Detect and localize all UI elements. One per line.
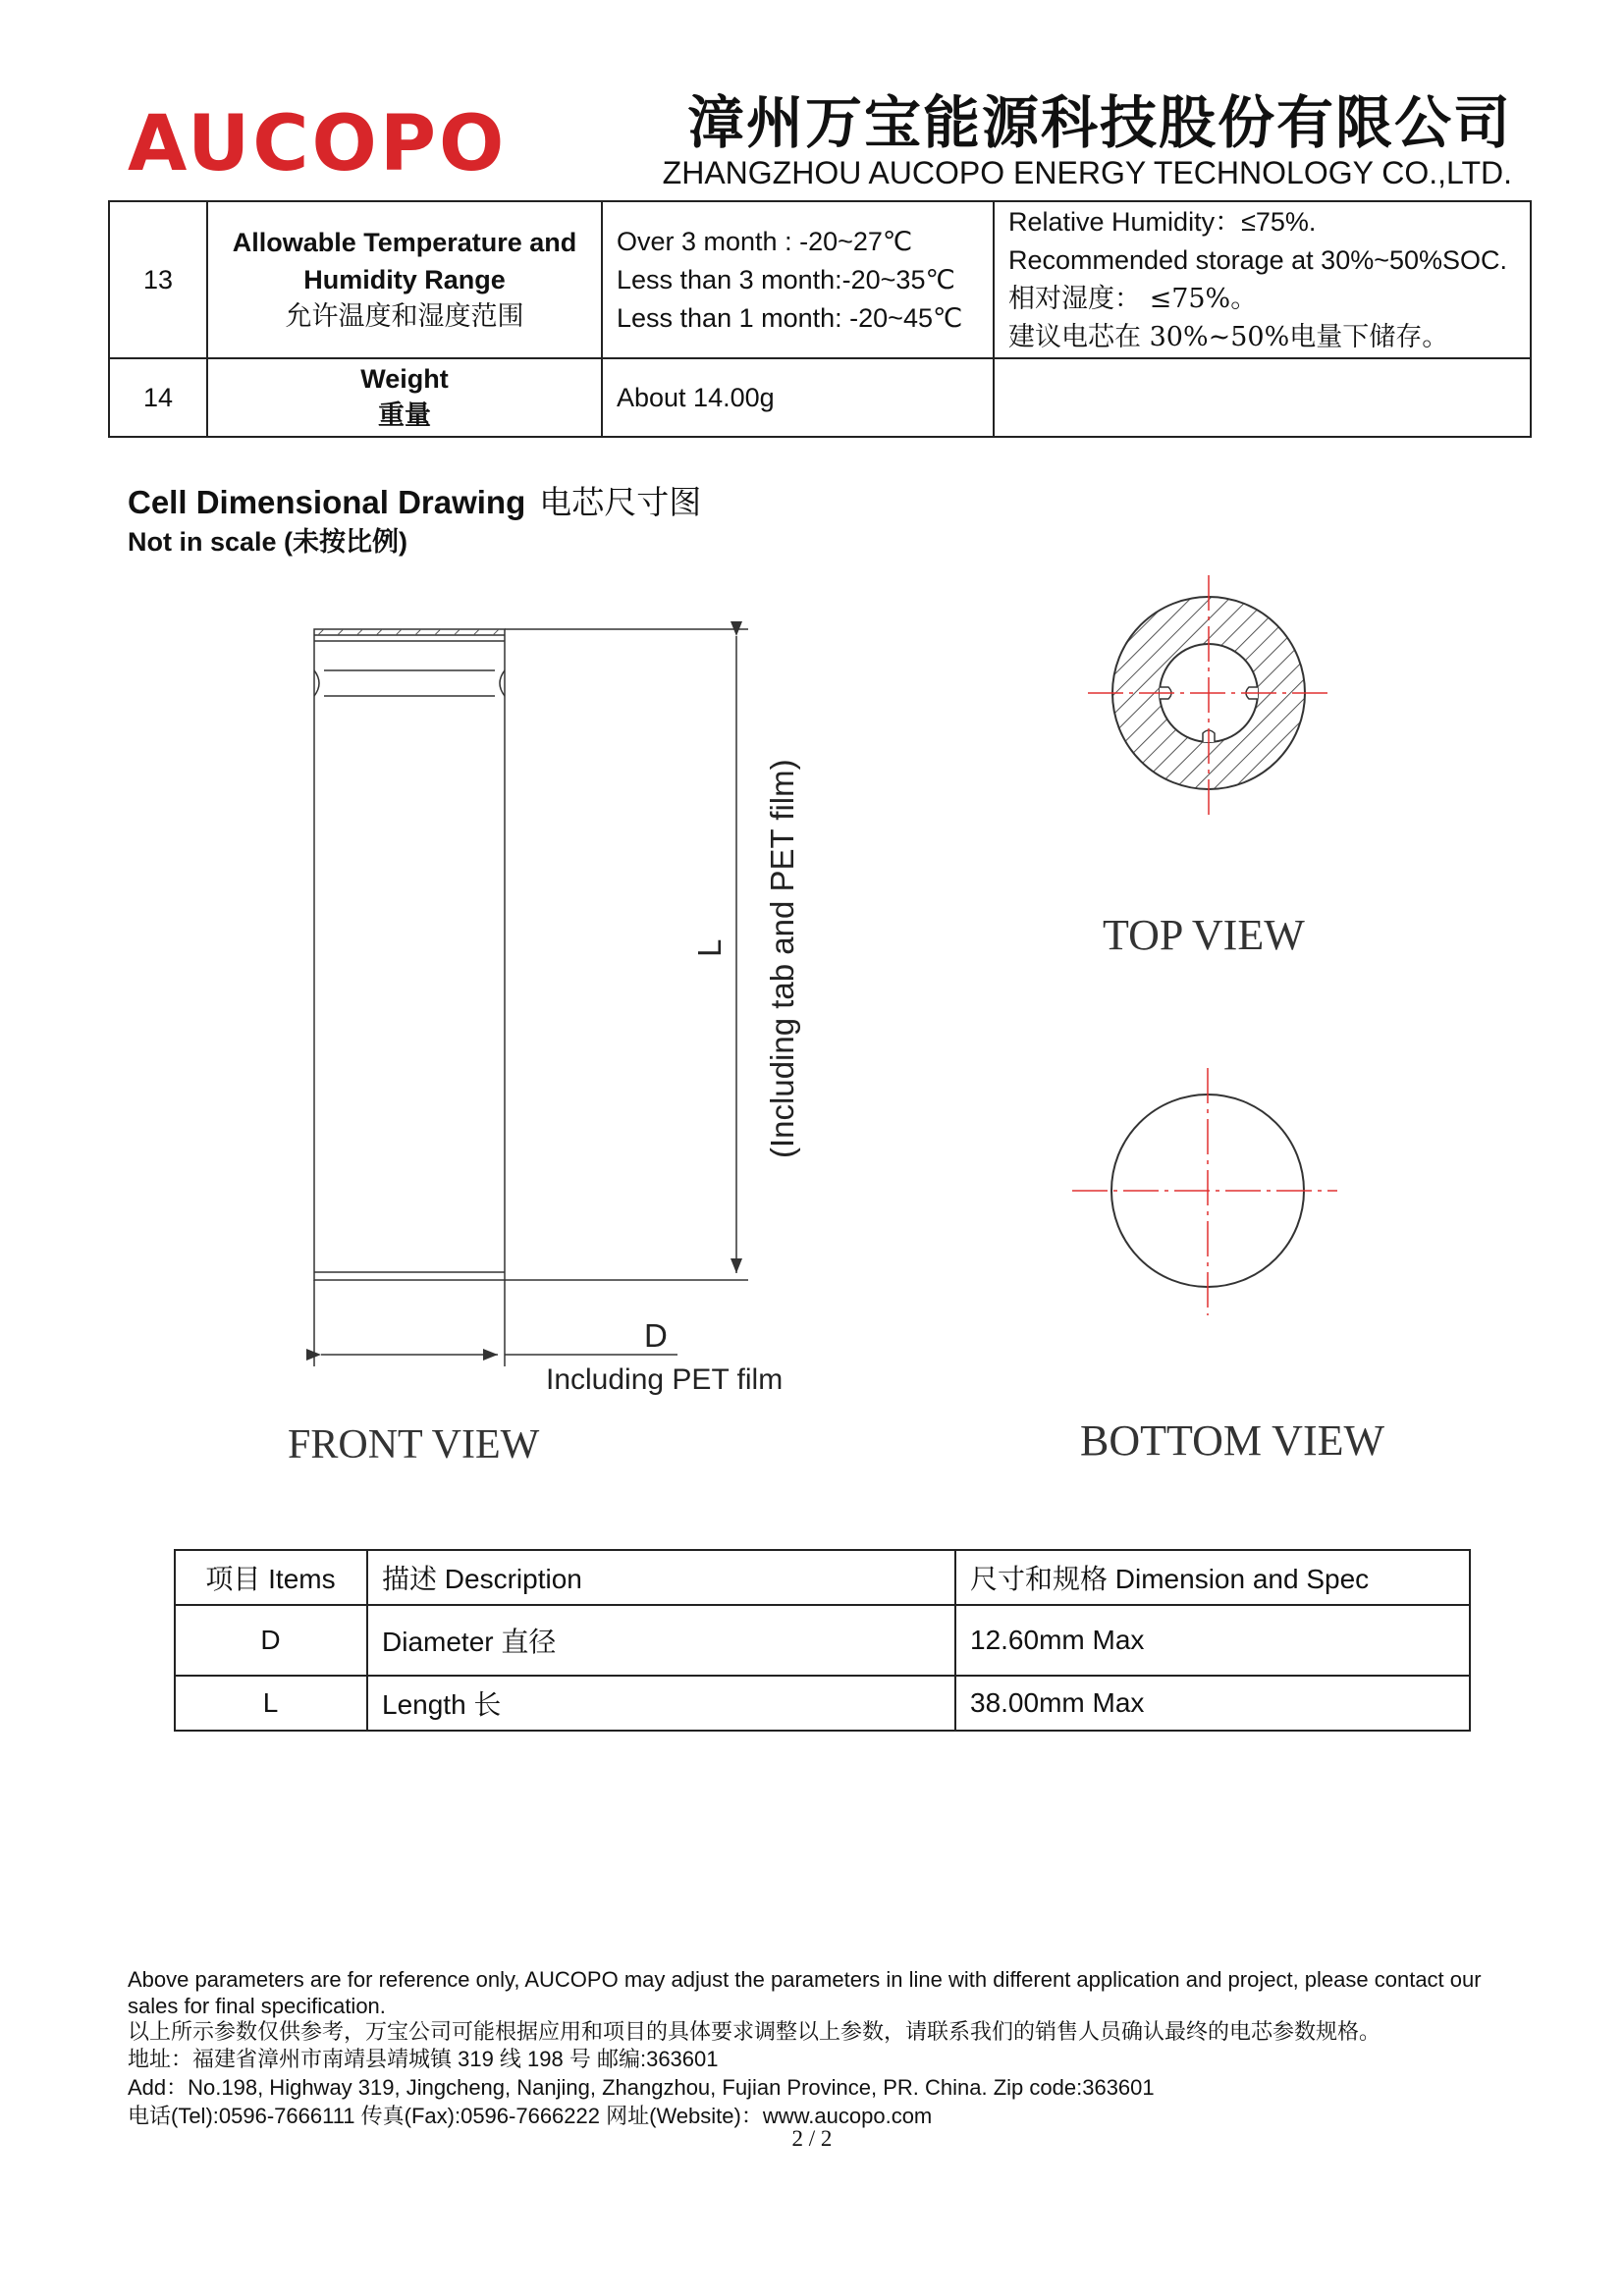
top-view-label: TOP VIEW	[1103, 911, 1305, 959]
table-row	[175, 1676, 1470, 1731]
row-number: 14	[109, 358, 207, 437]
item-name-cn: 重量	[378, 400, 431, 431]
front-view-drawing	[314, 629, 748, 1366]
value-line: Less than 3 month:-20~35℃	[617, 264, 955, 294]
company-name-cn: 漳州万宝能源科技股份有限公司	[686, 89, 1512, 156]
bottom-view-label: BOTTOM VIEW	[1080, 1416, 1385, 1465]
address-en: Add：No.198, Highway 319, Jingcheng, Nanjing, Zhangzhou, Fujian Province, PR. China. Zip code:363601	[128, 2075, 1155, 2100]
address-cn: 地址：福建省漳州市南靖县靖城镇 319 线 198 号 邮编:363601	[128, 2047, 719, 2071]
company-name-en: ZHANGZHOU AUCOPO ENERGY TECHNOLOGY CO.,LTD.	[662, 155, 1512, 190]
disclaimer-en: Above parameters are for reference only, AUCOPO may adjust the parameters in line with different application and project, please contact our sales for final specification.	[128, 1967, 1482, 2018]
diameter-note: Including PET film	[546, 1363, 784, 1396]
page-number: 2 / 2	[791, 2126, 833, 2151]
dimension-table	[174, 1549, 1471, 1732]
contact-info: 电话(Tel):0596-7666111 传真(Fax):0596-7666222 网址(Website)：www.aucopo.com	[128, 2104, 933, 2128]
item-spec: 38.00mm Max	[955, 1676, 1470, 1731]
item-name-en: Allowable Temperature and	[232, 228, 577, 257]
company-logo: AUCOPO	[128, 100, 508, 188]
section-title-cn: 电芯尺寸图	[539, 483, 702, 521]
top-view-drawing	[1088, 575, 1333, 815]
item-name-cn: 允许温度和湿度范围	[285, 301, 524, 332]
remark-line: 相对湿度： ≤75%。	[1008, 284, 1258, 314]
value-line: Over 3 month : -20~27℃	[617, 226, 913, 256]
item-spec: 12.60mm Max	[955, 1605, 1470, 1676]
value-line: Less than 1 month: -20~45℃	[617, 302, 963, 333]
table-header-row	[175, 1550, 1470, 1605]
item-description: Length 长	[367, 1676, 955, 1731]
front-view-label: FRONT VIEW	[288, 1422, 540, 1468]
item-code: D	[175, 1605, 367, 1676]
item-name-en: Weight	[360, 364, 449, 394]
item-description: Diameter 直径	[367, 1605, 955, 1676]
item-name-en: Humidity Range	[303, 265, 506, 294]
remark-line: Relative Humidity：≤75%.	[1008, 207, 1317, 237]
length-note: (Including tab and PET film)	[764, 759, 800, 1158]
section-subtitle: Not in scale (未按比例)	[128, 527, 408, 557]
header-description: 描述 Description	[367, 1550, 955, 1605]
bottom-view-drawing	[1072, 1068, 1337, 1315]
item-value: About 14.00g	[602, 358, 994, 437]
section-title-en: Cell Dimensional Drawing	[128, 484, 526, 520]
disclaimer-cn: 以上所示参数仅供参考，万宝公司可能根据应用和项目的具体要求调整以上参数，请联系我们的销售人员确认最终的电芯参数规格。	[128, 2020, 1381, 2045]
diameter-label: D	[644, 1317, 668, 1354]
item-code: L	[175, 1676, 367, 1731]
remark-line: Recommended storage at 30%~50%SOC.	[1008, 245, 1508, 275]
header-items: 项目 Items	[175, 1550, 367, 1605]
row-number: 13	[109, 201, 207, 358]
header-dimension: 尺寸和规格 Dimension and Spec	[955, 1550, 1470, 1605]
table-row	[175, 1605, 1470, 1676]
remark-line: 建议电芯在 30%~50%电量下储存。	[1008, 322, 1449, 352]
length-label: L	[691, 938, 728, 957]
